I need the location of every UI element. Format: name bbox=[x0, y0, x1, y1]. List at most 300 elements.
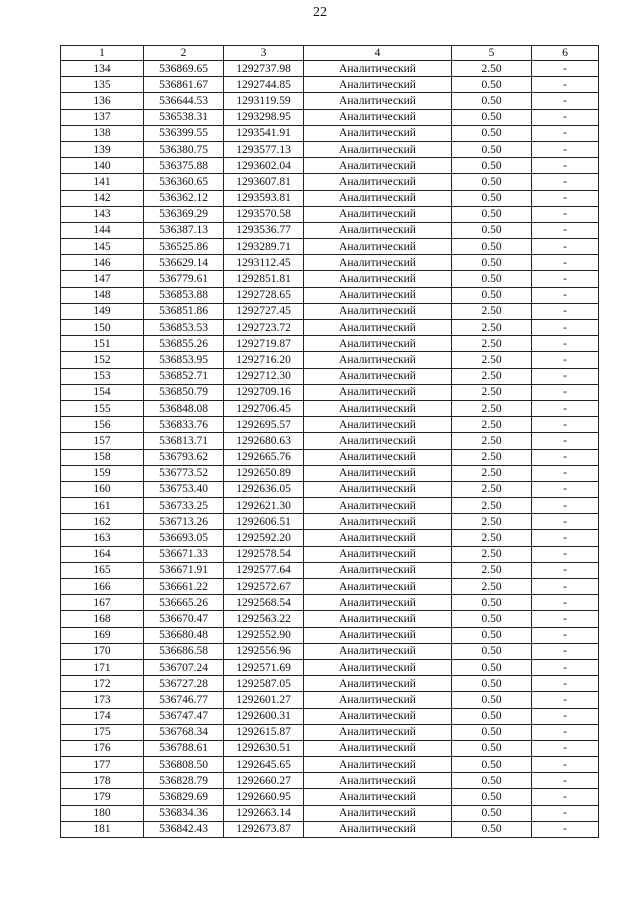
table-cell: - bbox=[532, 757, 599, 773]
table-cell: Аналитический bbox=[304, 109, 452, 125]
table-cell: 536853.53 bbox=[144, 320, 224, 336]
table-cell: 1292630.51 bbox=[224, 740, 304, 756]
table-cell: 1292650.89 bbox=[224, 465, 304, 481]
table-cell: 0.50 bbox=[452, 643, 532, 659]
table-cell: 2.50 bbox=[452, 546, 532, 562]
table-row bbox=[61, 724, 599, 740]
table-cell: 1292556.96 bbox=[224, 643, 304, 659]
table-cell: - bbox=[532, 498, 599, 514]
table-cell: - bbox=[532, 400, 599, 416]
table-cell: 2.50 bbox=[452, 530, 532, 546]
table-cell: 0.50 bbox=[452, 174, 532, 190]
table-cell: Аналитический bbox=[304, 77, 452, 93]
table-cell: 0.50 bbox=[452, 627, 532, 643]
table-cell: - bbox=[532, 481, 599, 497]
table-cell: 173 bbox=[61, 692, 144, 708]
table-cell: 139 bbox=[61, 141, 144, 157]
table-cell: 145 bbox=[61, 239, 144, 255]
table-cell: 2.50 bbox=[452, 384, 532, 400]
table-cell: 1292563.22 bbox=[224, 611, 304, 627]
page-number: 22 bbox=[313, 5, 327, 20]
table-cell: 1292577.64 bbox=[224, 562, 304, 578]
table-cell: 2.50 bbox=[452, 336, 532, 352]
table-cell: - bbox=[532, 627, 599, 643]
table-cell: - bbox=[532, 449, 599, 465]
table-cell: Аналитический bbox=[304, 659, 452, 675]
table-cell: 1293607.81 bbox=[224, 174, 304, 190]
table-cell: 536629.14 bbox=[144, 255, 224, 271]
table-cell: Аналитический bbox=[304, 400, 452, 416]
table-cell: 536793.62 bbox=[144, 449, 224, 465]
table-cell: 150 bbox=[61, 320, 144, 336]
table-cell: - bbox=[532, 141, 599, 157]
table-cell: 536360.65 bbox=[144, 174, 224, 190]
table-cell: - bbox=[532, 773, 599, 789]
table-cell: - bbox=[532, 676, 599, 692]
table-row bbox=[61, 740, 599, 756]
table-cell: 167 bbox=[61, 595, 144, 611]
table-cell: Аналитический bbox=[304, 514, 452, 530]
table-row bbox=[61, 141, 599, 157]
table-cell: 536680.48 bbox=[144, 627, 224, 643]
table-cell: 142 bbox=[61, 190, 144, 206]
table-cell: 0.50 bbox=[452, 740, 532, 756]
table-cell: - bbox=[532, 384, 599, 400]
table-cell: 2.50 bbox=[452, 352, 532, 368]
table-row bbox=[61, 708, 599, 724]
table-cell: 143 bbox=[61, 206, 144, 222]
table-cell: Аналитический bbox=[304, 158, 452, 174]
table-row bbox=[61, 465, 599, 481]
table-cell: 536848.08 bbox=[144, 400, 224, 416]
table-cell: 536387.13 bbox=[144, 222, 224, 238]
table-cell: 536768.34 bbox=[144, 724, 224, 740]
table-row bbox=[61, 789, 599, 805]
table-cell: 0.50 bbox=[452, 773, 532, 789]
table-cell: 154 bbox=[61, 384, 144, 400]
table-cell: 536362.12 bbox=[144, 190, 224, 206]
table-cell: 536686.58 bbox=[144, 643, 224, 659]
table-cell: 536375.88 bbox=[144, 158, 224, 174]
table-cell: Аналитический bbox=[304, 757, 452, 773]
table-cell: Аналитический bbox=[304, 433, 452, 449]
table-cell: 536855.26 bbox=[144, 336, 224, 352]
table-cell: 148 bbox=[61, 287, 144, 303]
table-cell: 134 bbox=[61, 61, 144, 77]
table-cell: Аналитический bbox=[304, 789, 452, 805]
table-cell: - bbox=[532, 206, 599, 222]
table-cell: Аналитический bbox=[304, 579, 452, 595]
table-cell: Аналитический bbox=[304, 692, 452, 708]
table-cell: 2.50 bbox=[452, 320, 532, 336]
table-cell: Аналитический bbox=[304, 271, 452, 287]
table-cell: 147 bbox=[61, 271, 144, 287]
table-cell: - bbox=[532, 271, 599, 287]
table-cell: 1292552.90 bbox=[224, 627, 304, 643]
table-cell: - bbox=[532, 659, 599, 675]
table-row bbox=[61, 757, 599, 773]
table-row bbox=[61, 77, 599, 93]
table-cell: 1292660.27 bbox=[224, 773, 304, 789]
table-cell: 0.50 bbox=[452, 757, 532, 773]
table-cell: 176 bbox=[61, 740, 144, 756]
table-row bbox=[61, 805, 599, 821]
table-cell: 180 bbox=[61, 805, 144, 821]
table-cell: Аналитический bbox=[304, 93, 452, 109]
table-cell: 163 bbox=[61, 530, 144, 546]
table-cell: - bbox=[532, 692, 599, 708]
table-cell: 2.50 bbox=[452, 433, 532, 449]
table-cell: 536707.24 bbox=[144, 659, 224, 675]
table-cell: - bbox=[532, 61, 599, 77]
table-cell: 536834.36 bbox=[144, 805, 224, 821]
table-row bbox=[61, 611, 599, 627]
table-cell: 536869.65 bbox=[144, 61, 224, 77]
table-cell: 2.50 bbox=[452, 465, 532, 481]
table-cell: - bbox=[532, 708, 599, 724]
table-cell: 1292636.05 bbox=[224, 481, 304, 497]
table-cell: Аналитический bbox=[304, 724, 452, 740]
table-cell: 152 bbox=[61, 352, 144, 368]
table-cell: Аналитический bbox=[304, 562, 452, 578]
table-row bbox=[61, 222, 599, 238]
table-cell: 2.50 bbox=[452, 449, 532, 465]
table-cell: 166 bbox=[61, 579, 144, 595]
table-cell: 0.50 bbox=[452, 93, 532, 109]
table-cell: 1293119.59 bbox=[224, 93, 304, 109]
table-row bbox=[61, 303, 599, 319]
table-cell: Аналитический bbox=[304, 255, 452, 271]
table-cell: 2.50 bbox=[452, 514, 532, 530]
table-cell: 1293602.04 bbox=[224, 158, 304, 174]
table-row bbox=[61, 206, 599, 222]
table-cell: - bbox=[532, 789, 599, 805]
table-cell: 1292621.30 bbox=[224, 498, 304, 514]
table-cell: - bbox=[532, 190, 599, 206]
table-cell: Аналитический bbox=[304, 498, 452, 514]
table-cell: 1292592.20 bbox=[224, 530, 304, 546]
table-cell: 0.50 bbox=[452, 255, 532, 271]
table-cell: 0.50 bbox=[452, 141, 532, 157]
table-cell: - bbox=[532, 530, 599, 546]
table-cell: Аналитический bbox=[304, 449, 452, 465]
table-cell: 164 bbox=[61, 546, 144, 562]
table-cell: - bbox=[532, 417, 599, 433]
table-cell: - bbox=[532, 821, 599, 837]
table-cell: 536861.67 bbox=[144, 77, 224, 93]
table-cell: 156 bbox=[61, 417, 144, 433]
table-cell: 159 bbox=[61, 465, 144, 481]
table-cell: 536828.79 bbox=[144, 773, 224, 789]
table-cell: - bbox=[532, 303, 599, 319]
table-cell: 536753.40 bbox=[144, 481, 224, 497]
table-cell: - bbox=[532, 158, 599, 174]
table-row bbox=[61, 61, 599, 77]
table-cell: 160 bbox=[61, 481, 144, 497]
table-cell: 1292737.98 bbox=[224, 61, 304, 77]
table-cell: 0.50 bbox=[452, 222, 532, 238]
table-cell: Аналитический bbox=[304, 676, 452, 692]
table-cell: 158 bbox=[61, 449, 144, 465]
table-row bbox=[61, 433, 599, 449]
table-row bbox=[61, 643, 599, 659]
table-cell: 165 bbox=[61, 562, 144, 578]
table-cell: Аналитический bbox=[304, 740, 452, 756]
table-cell: Аналитический bbox=[304, 320, 452, 336]
table-cell: 0.50 bbox=[452, 190, 532, 206]
table-cell: 181 bbox=[61, 821, 144, 837]
table-row bbox=[61, 481, 599, 497]
table-cell: Аналитический bbox=[304, 384, 452, 400]
table-cell: 1292572.67 bbox=[224, 579, 304, 595]
table-row bbox=[61, 417, 599, 433]
table-cell: Аналитический bbox=[304, 336, 452, 352]
table-cell: 175 bbox=[61, 724, 144, 740]
table-row bbox=[61, 174, 599, 190]
table-row bbox=[61, 255, 599, 271]
table-cell: - bbox=[532, 740, 599, 756]
table-cell: 1292706.45 bbox=[224, 400, 304, 416]
table-cell: - bbox=[532, 109, 599, 125]
table-cell: 0.50 bbox=[452, 676, 532, 692]
table-cell: 536842.43 bbox=[144, 821, 224, 837]
table-cell: 2.50 bbox=[452, 498, 532, 514]
table-cell: 1292744.85 bbox=[224, 77, 304, 93]
table-cell: - bbox=[532, 77, 599, 93]
table-cell: 536746.77 bbox=[144, 692, 224, 708]
table-cell: 1292695.57 bbox=[224, 417, 304, 433]
table-cell: 1293298.95 bbox=[224, 109, 304, 125]
table-row bbox=[61, 546, 599, 562]
table-cell: 1292660.95 bbox=[224, 789, 304, 805]
table-cell: 536853.95 bbox=[144, 352, 224, 368]
table-cell: 171 bbox=[61, 659, 144, 675]
coordinates-table bbox=[60, 45, 599, 838]
table-cell: 168 bbox=[61, 611, 144, 627]
table-cell: 1293289.71 bbox=[224, 239, 304, 255]
table-row bbox=[61, 336, 599, 352]
table-cell: 136 bbox=[61, 93, 144, 109]
table-cell: 0.50 bbox=[452, 659, 532, 675]
table-cell: 179 bbox=[61, 789, 144, 805]
table-cell: 0.50 bbox=[452, 789, 532, 805]
table-cell: 536670.47 bbox=[144, 611, 224, 627]
table-cell: - bbox=[532, 595, 599, 611]
table-cell: 0.50 bbox=[452, 611, 532, 627]
table-row bbox=[61, 93, 599, 109]
table-cell: 536852.71 bbox=[144, 368, 224, 384]
table-cell: - bbox=[532, 514, 599, 530]
table-cell: Аналитический bbox=[304, 222, 452, 238]
table-cell: 162 bbox=[61, 514, 144, 530]
table-cell: 178 bbox=[61, 773, 144, 789]
table-row bbox=[61, 676, 599, 692]
table-cell: - bbox=[532, 465, 599, 481]
table-row bbox=[61, 400, 599, 416]
table-cell: 536747.47 bbox=[144, 708, 224, 724]
table-cell: 0.50 bbox=[452, 692, 532, 708]
table-cell: 1293593.81 bbox=[224, 190, 304, 206]
table-cell: - bbox=[532, 239, 599, 255]
table-cell: 1293577.13 bbox=[224, 141, 304, 157]
table-row bbox=[61, 627, 599, 643]
table-cell: 1292665.76 bbox=[224, 449, 304, 465]
table-cell: 536525.86 bbox=[144, 239, 224, 255]
table-cell: 536644.53 bbox=[144, 93, 224, 109]
table-cell: 137 bbox=[61, 109, 144, 125]
table-cell: 1292568.54 bbox=[224, 595, 304, 611]
table-row bbox=[61, 514, 599, 530]
table-cell: 536808.50 bbox=[144, 757, 224, 773]
table-row bbox=[61, 190, 599, 206]
table-row bbox=[61, 271, 599, 287]
table-cell: Аналитический bbox=[304, 368, 452, 384]
table-cell: 1292587.05 bbox=[224, 676, 304, 692]
table-cell: 1292615.87 bbox=[224, 724, 304, 740]
table-cell: 1292716.20 bbox=[224, 352, 304, 368]
column-header: 2 bbox=[144, 46, 224, 61]
table-cell: 1292645.65 bbox=[224, 757, 304, 773]
table-row bbox=[61, 352, 599, 368]
table-cell: 2.50 bbox=[452, 303, 532, 319]
table-cell: - bbox=[532, 724, 599, 740]
table-cell: Аналитический bbox=[304, 239, 452, 255]
table-cell: 536850.79 bbox=[144, 384, 224, 400]
table-cell: 2.50 bbox=[452, 61, 532, 77]
table-cell: 144 bbox=[61, 222, 144, 238]
table-cell: 536833.76 bbox=[144, 417, 224, 433]
table-cell: 0.50 bbox=[452, 77, 532, 93]
table-cell: 536813.71 bbox=[144, 433, 224, 449]
table-cell: Аналитический bbox=[304, 627, 452, 643]
table-cell: Аналитический bbox=[304, 287, 452, 303]
table-cell: 0.50 bbox=[452, 271, 532, 287]
table-cell: 0.50 bbox=[452, 724, 532, 740]
table-cell: 1293112.45 bbox=[224, 255, 304, 271]
table-cell: 536671.91 bbox=[144, 562, 224, 578]
table-cell: Аналитический bbox=[304, 611, 452, 627]
table-cell: 1292600.31 bbox=[224, 708, 304, 724]
table-cell: - bbox=[532, 174, 599, 190]
table-cell: 2.50 bbox=[452, 481, 532, 497]
table-cell: 536829.69 bbox=[144, 789, 224, 805]
table-cell: 146 bbox=[61, 255, 144, 271]
table-cell: 0.50 bbox=[452, 125, 532, 141]
table-cell: Аналитический bbox=[304, 417, 452, 433]
table-cell: - bbox=[532, 579, 599, 595]
table-cell: - bbox=[532, 93, 599, 109]
table-cell: 170 bbox=[61, 643, 144, 659]
table-cell: Аналитический bbox=[304, 481, 452, 497]
table-cell: - bbox=[532, 562, 599, 578]
table-cell: 0.50 bbox=[452, 708, 532, 724]
table-cell: 536538.31 bbox=[144, 109, 224, 125]
table-cell: - bbox=[532, 546, 599, 562]
table-cell: - bbox=[532, 255, 599, 271]
table-cell: Аналитический bbox=[304, 546, 452, 562]
table-header-row bbox=[61, 46, 599, 61]
table-row bbox=[61, 449, 599, 465]
table-cell: 157 bbox=[61, 433, 144, 449]
table-cell: Аналитический bbox=[304, 61, 452, 77]
column-header: 5 bbox=[452, 46, 532, 61]
table-cell: 1292851.81 bbox=[224, 271, 304, 287]
table-cell: - bbox=[532, 805, 599, 821]
table-cell: 0.50 bbox=[452, 595, 532, 611]
table-cell: 177 bbox=[61, 757, 144, 773]
table-row bbox=[61, 562, 599, 578]
table-row bbox=[61, 692, 599, 708]
table-cell: Аналитический bbox=[304, 206, 452, 222]
table-cell: 536733.25 bbox=[144, 498, 224, 514]
table-row bbox=[61, 530, 599, 546]
table-cell: 174 bbox=[61, 708, 144, 724]
table-cell: Аналитический bbox=[304, 190, 452, 206]
table-cell: 172 bbox=[61, 676, 144, 692]
table-row bbox=[61, 498, 599, 514]
table-cell: - bbox=[532, 643, 599, 659]
table-cell: 149 bbox=[61, 303, 144, 319]
table-cell: 1293536.77 bbox=[224, 222, 304, 238]
table-cell: Аналитический bbox=[304, 643, 452, 659]
table-cell: Аналитический bbox=[304, 141, 452, 157]
table-cell: 0.50 bbox=[452, 821, 532, 837]
table-row bbox=[61, 287, 599, 303]
table-cell: 0.50 bbox=[452, 206, 532, 222]
table-cell: 536693.05 bbox=[144, 530, 224, 546]
table-cell: - bbox=[532, 611, 599, 627]
table-cell: 1293541.91 bbox=[224, 125, 304, 141]
table-cell: Аналитический bbox=[304, 773, 452, 789]
table-row bbox=[61, 773, 599, 789]
table-cell: Аналитический bbox=[304, 708, 452, 724]
table-row bbox=[61, 579, 599, 595]
table-cell: 169 bbox=[61, 627, 144, 643]
column-header: 3 bbox=[224, 46, 304, 61]
table-cell: 1292571.69 bbox=[224, 659, 304, 675]
table-cell: - bbox=[532, 352, 599, 368]
table-cell: 140 bbox=[61, 158, 144, 174]
table-cell: Аналитический bbox=[304, 352, 452, 368]
table-cell: 1292728.65 bbox=[224, 287, 304, 303]
table-cell: 536369.29 bbox=[144, 206, 224, 222]
table-cell: 155 bbox=[61, 400, 144, 416]
table-cell: 1292712.30 bbox=[224, 368, 304, 384]
table-cell: 536665.26 bbox=[144, 595, 224, 611]
table-row bbox=[61, 320, 599, 336]
table-cell: 536727.28 bbox=[144, 676, 224, 692]
table-row bbox=[61, 821, 599, 837]
table-cell: 536851.86 bbox=[144, 303, 224, 319]
table-cell: 536773.52 bbox=[144, 465, 224, 481]
table-cell: - bbox=[532, 320, 599, 336]
table-cell: 2.50 bbox=[452, 400, 532, 416]
table-row bbox=[61, 384, 599, 400]
table-cell: 153 bbox=[61, 368, 144, 384]
table-cell: 1292578.54 bbox=[224, 546, 304, 562]
table-cell: 1292727.45 bbox=[224, 303, 304, 319]
table-cell: - bbox=[532, 222, 599, 238]
table-cell: 536671.33 bbox=[144, 546, 224, 562]
table-cell: 1292719.87 bbox=[224, 336, 304, 352]
table-cell: Аналитический bbox=[304, 125, 452, 141]
table-row bbox=[61, 158, 599, 174]
table-cell: 0.50 bbox=[452, 287, 532, 303]
table-cell: Аналитический bbox=[304, 595, 452, 611]
table-cell: 2.50 bbox=[452, 368, 532, 384]
table-cell: 0.50 bbox=[452, 805, 532, 821]
table-cell: 1292601.27 bbox=[224, 692, 304, 708]
